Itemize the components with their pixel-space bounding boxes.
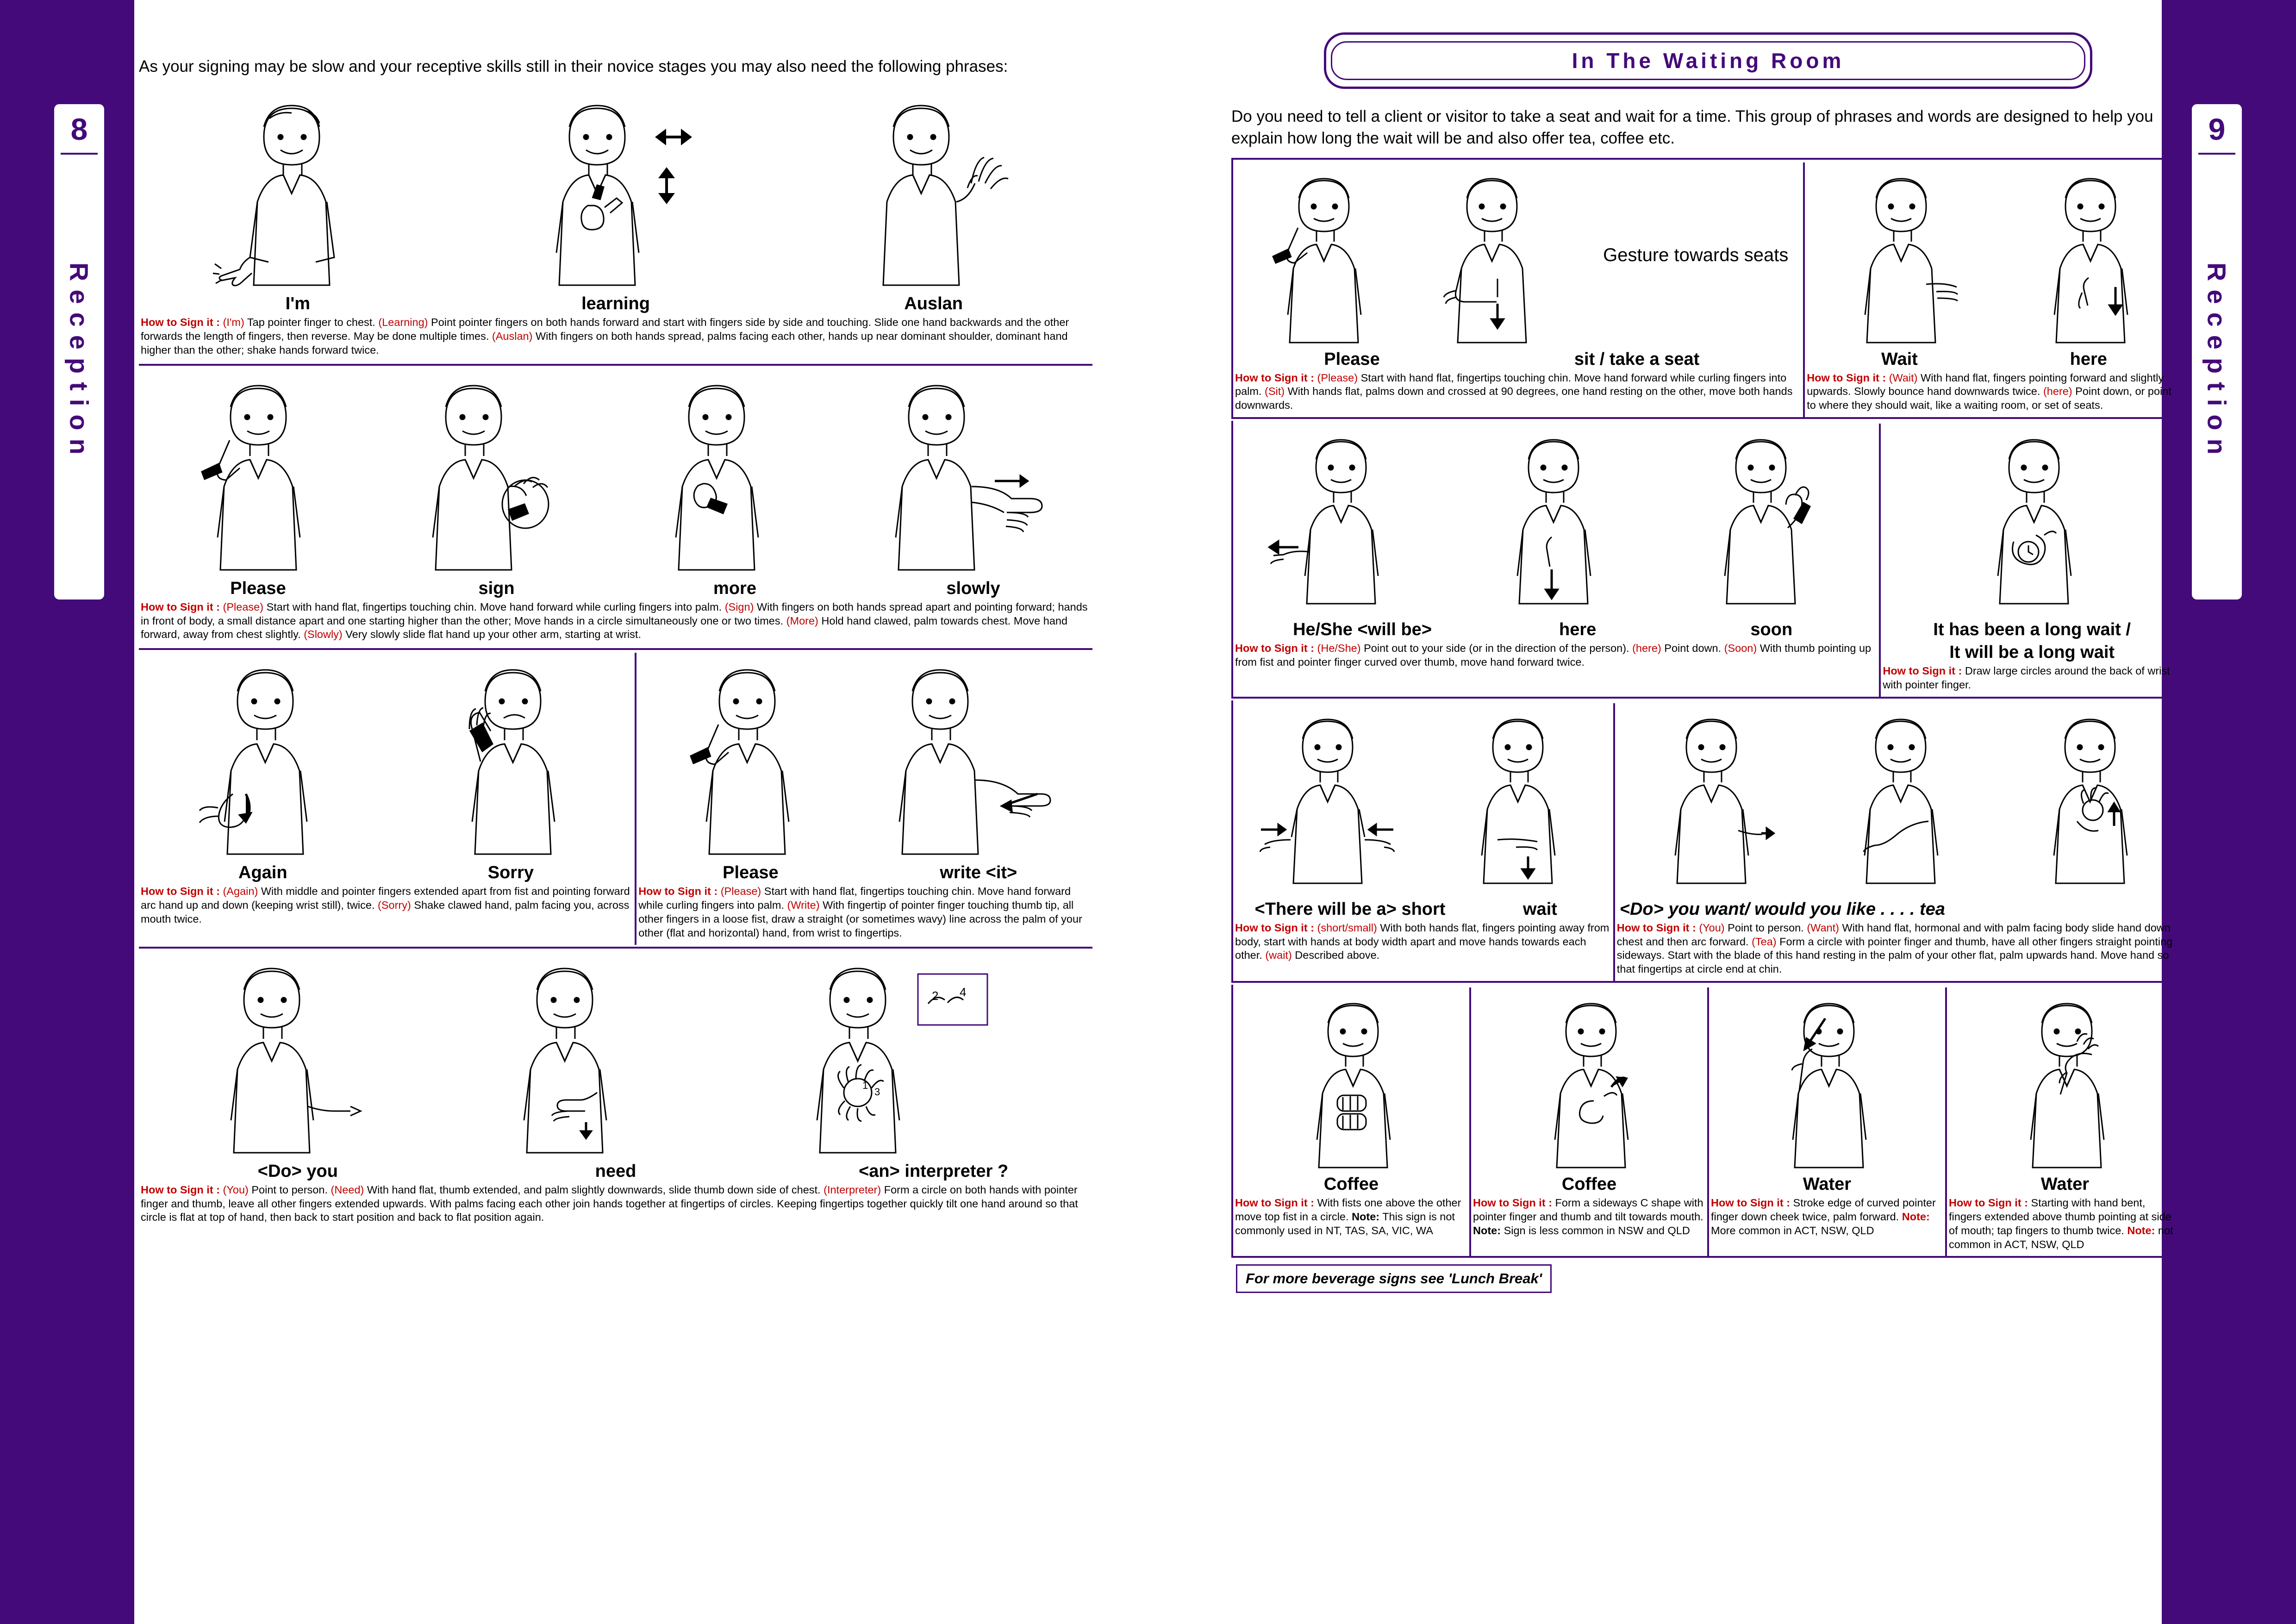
howto-text: Form a circle on both hands with pointer finger and thumb, leave all other fingers extended upwards. With palms facing each other join hands together at fingertips of circles. Keeping fingertips together quickly tilt one hand around so that circle is flat at top of hand, then back to start position and back to flat position again. [141, 1183, 1078, 1224]
howto-text: With thumb pointing up from fist and pointer finger curved over thumb, move hand forward twice. [1235, 642, 1872, 668]
figure-sorry [434, 655, 587, 861]
howto-text: With hands flat, palms down and crossed at 90 degrees, one hand resting on the other, move both hands downwards. [1235, 385, 1793, 412]
subblock-coffee-2 [1469, 987, 1707, 1256]
howto-please-sign-more-slowly [139, 600, 1092, 647]
howto-note-tag: Note: [1352, 1210, 1380, 1223]
label-wait: Wait [1881, 349, 1918, 369]
figure-heshe [1265, 426, 1413, 618]
label-sorry: Sorry [487, 863, 534, 883]
figure-learning [518, 91, 704, 292]
howto-text: Tap pointer finger to chest. [244, 316, 375, 329]
figure-water-2 [1996, 990, 2134, 1173]
howto-text: With fingers on both hands spread apart and pointing forward; hands in front of body, a small distance apart and one starting higher than the other; Move hands in a circle simultaneously one or two times. [141, 600, 1088, 627]
label-here: here [2070, 349, 2107, 369]
howto-word: (Learning) [378, 316, 428, 329]
figure-please-r [1248, 165, 1387, 348]
left-page-number: 8 [61, 112, 98, 155]
label-please-r: Please [1324, 349, 1380, 369]
howto-note-text: More common in ACT, NSW, QLD [1711, 1224, 1874, 1237]
howto-text: Starting with hand bent, fingers extended above thumb pointing at side of mouth; tap fingers to thumb twice. [1949, 1197, 2171, 1237]
label-slowly: slowly [946, 578, 1000, 598]
label-auslan: Auslan [904, 294, 963, 314]
label-learning: learning [581, 294, 650, 314]
howto-text: Start with hand flat, fingertips touching chin. Move hand forward while curling fingers into palm. [1235, 371, 1787, 398]
howto-tag: How to Sign it : [638, 885, 718, 898]
howto-coffee-1 [1233, 1195, 1469, 1243]
howto-text: Point down. [1661, 642, 1722, 655]
figure-here [2019, 165, 2158, 348]
waiting-room-banner [1324, 32, 2092, 89]
howto-word: (You) [223, 1183, 249, 1196]
subblock-water-1 [1707, 987, 1945, 1256]
howto-text: With fingers on both hands spread, palms facing each other, hands up near dominant shoulder, dominant hand higher than the other; shake hands forward twice. [141, 330, 1068, 356]
howto-do-you-want-tea [1615, 920, 2183, 981]
subblock-do-you-want-tea [1613, 703, 2183, 981]
subblock-heshe-here-soon [1233, 424, 1879, 697]
right-intro-text: Do you need to tell a client or visitor to take a seat and wait for a time. This group of phrases and words are designed to help you explain how long the wait will be and also offer tea, coffee etc. [1231, 107, 2153, 148]
howto-text: Point to person. [248, 1183, 328, 1196]
howto-tag: How to Sign it : [1235, 1197, 1314, 1209]
howto-tag: How to Sign it : [141, 885, 220, 898]
howto-text: Start with hand flat, fingertips touching chin. Move hand forward while curling fingers into palm. [263, 600, 722, 613]
figure-wait [1830, 165, 1969, 348]
svg-text:3: 3 [874, 1086, 880, 1098]
beverage-footnote: For more beverage signs see 'Lunch Break' [1236, 1264, 1552, 1293]
howto-text: With fingertip of pointer finger touching thumb tip, all other fingers in a loose fist, draw a straight (or sometimes wavy) line across the palm of your other (flat and horizontal) hand, from wrist to fingertips. [638, 899, 1082, 939]
subblock-coffee-1 [1233, 987, 1469, 1256]
howto-word: (Slowly) [304, 628, 343, 641]
figure-write-it [871, 655, 1065, 861]
howto-text: With hand flat, hormonal and with palm facing body slide hand down chest and then arc forward. [1616, 921, 2171, 948]
block-again-sorry-please-write [139, 648, 1092, 944]
howto-word: (Interpreter) [824, 1183, 881, 1196]
label-heshe-will-be: He/She <will be> [1293, 620, 1432, 640]
howto-tag: How to Sign it : [1235, 642, 1314, 655]
howto-word: (here) [2043, 385, 2072, 398]
svg-text:1: 1 [862, 1079, 868, 1091]
figure-more [638, 371, 791, 577]
howto-text: Described above. [1292, 949, 1380, 962]
howto-text: With hand flat, thumb extended, and palm slightly downwards, slide thumb down side of chest. [364, 1183, 821, 1196]
block-im-learning-auslan [139, 86, 1092, 362]
howto-coffee-2 [1471, 1195, 1707, 1243]
label-water-2: Water [2040, 1174, 2090, 1194]
howto-word: (Please) [720, 885, 761, 898]
howto-please-write-it [636, 884, 1092, 944]
figure-im [213, 91, 370, 292]
howto-note-tag: Note: [1473, 1224, 1501, 1237]
gesture-towards-seats-note: Gesture towards seats [1603, 244, 1789, 265]
howto-long-wait [1881, 663, 2183, 697]
figure-slowly [862, 371, 1057, 577]
howto-tag: How to Sign it : [1711, 1197, 1790, 1209]
figure-want [1829, 706, 1968, 898]
howto-im-learning-auslan [139, 315, 1092, 362]
figure-short [1252, 706, 1404, 898]
label-long-wait-1: It has been a long wait / [1933, 620, 2131, 640]
label-water-1: Water [1803, 1174, 1852, 1194]
label-more: more [713, 578, 756, 598]
howto-tag: How to Sign it : [1883, 665, 1962, 677]
howto-again-sorry [139, 884, 635, 931]
figure-sign [399, 371, 566, 577]
howto-text: Point pointer fingers on both hands forward and start with fingers side by side and touching. Slide one hand backwards and the other forwards the length of fingers, then reverse. May be done multiple times. [141, 316, 1069, 343]
howto-tag: How to Sign it : [1807, 371, 1886, 384]
howto-word: (You) [1699, 921, 1725, 934]
howto-text: Draw large circles around the back of wrist with pointer finger. [1883, 665, 2170, 691]
howto-word: (More) [786, 614, 818, 627]
figure-need [486, 954, 671, 1160]
howto-note-tag: Note: [1902, 1210, 1930, 1223]
block-please-sign-more-slowly [139, 364, 1092, 647]
figure-long-wait [1958, 426, 2106, 618]
howto-tag: How to Sign it : [1616, 921, 1696, 934]
howto-word: (Auslan) [492, 330, 533, 343]
howto-word: (Want) [1807, 921, 1839, 934]
right-section-label: Reception [2202, 262, 2232, 463]
subblock-water-2 [1945, 987, 2183, 1256]
figure-auslan [852, 91, 1018, 292]
howto-text: Point to person. [1724, 921, 1804, 934]
label-write-it: write <it> [940, 863, 1017, 883]
howto-do-you-need-interpreter [139, 1182, 1092, 1230]
right-page-tab [2190, 102, 2244, 602]
left-page-tab [52, 102, 106, 602]
howto-word: (Sign) [724, 600, 754, 613]
label-please: Please [230, 578, 286, 598]
label-coffee-2: Coffee [1561, 1174, 1617, 1194]
banner-title: In The Waiting Room [1331, 41, 2085, 80]
howto-tag: How to Sign it : [141, 1183, 220, 1196]
howto-word: (He/She) [1317, 642, 1361, 655]
howto-text: Shake clawed hand, palm facing you, across mouth twice. [141, 899, 630, 925]
block-do-you-need-interpreter [139, 947, 1092, 1230]
howto-wait-here [1805, 370, 2183, 418]
label-soon: soon [1750, 620, 1793, 640]
left-section-label: Reception [64, 262, 94, 463]
label-please-2: Please [723, 863, 779, 883]
howto-please-sit [1233, 370, 1803, 418]
label-do-you: <Do> you [257, 1161, 338, 1181]
label-coffee-1: Coffee [1323, 1174, 1379, 1194]
howto-word: (wait) [1265, 949, 1292, 962]
svg-text:4: 4 [960, 985, 967, 999]
figure-please [175, 371, 328, 577]
howto-word: (short/small) [1317, 921, 1377, 934]
label-here-2: here [1559, 620, 1597, 640]
label-wait-2: wait [1523, 899, 1557, 919]
howto-word: (Tea) [1752, 935, 1777, 948]
block-heshe-here-soon-longwait [1231, 421, 2185, 699]
left-intro-text: As your signing may be slow and your receptive skills still in their novice stages you may also need the following phrases: [139, 57, 1008, 75]
subblock-long-wait [1879, 424, 2183, 697]
figure-coffee-2 [1520, 990, 1659, 1173]
label-long-wait-2: It will be a long wait [1949, 643, 2115, 662]
block-beverages [1231, 985, 2185, 1258]
howto-text: Stroke edge of curved pointer finger down cheek twice, palm forward. [1711, 1197, 1936, 1223]
howto-word: (Write) [787, 899, 820, 912]
figure-sit [1416, 165, 1573, 348]
figure-coffee-1 [1282, 990, 1421, 1173]
howto-word: (Again) [223, 885, 258, 898]
right-page-content [1231, 28, 2185, 1293]
howto-heshe-here-soon [1233, 641, 1879, 674]
howto-text: Form a circle with pointer finger and thumb, have all other fingers straight pointing sideways. Start with the blade of this hand resting in the palm of your other flat, palm upwards hand. Move hand so that fingertips at circle end at chin. [1616, 935, 2173, 975]
figure-wait-2 [1442, 706, 1595, 898]
howto-text: Point out to your side (or in the direction of the person). [1360, 642, 1629, 655]
howto-word: (Sit) [1265, 385, 1285, 398]
right-page-number: 9 [2198, 112, 2235, 155]
block-please-sit-wait-here [1231, 158, 2185, 419]
howto-tag: How to Sign it : [141, 316, 220, 329]
howto-word: (Wait) [1889, 371, 1918, 384]
label-need: need [595, 1161, 636, 1181]
figure-tea [2019, 706, 2158, 898]
howto-note-tag: Note: [2127, 1224, 2155, 1237]
howto-word: (Sorry) [378, 899, 411, 912]
howto-tag: How to Sign it : [1235, 371, 1314, 384]
howto-word: (I'm) [223, 316, 244, 329]
svg-text:2: 2 [932, 988, 939, 1003]
howto-word: (Soon) [1724, 642, 1757, 655]
howto-text: With hand flat, fingers pointing forward and slightly upwards. Slowly bounce hand downwards twice. [1807, 371, 2164, 398]
subblock-again-sorry [139, 653, 635, 944]
label-an-interpreter: <an> interpreter ? [859, 1161, 1009, 1181]
howto-word: (Please) [223, 600, 264, 613]
block-shortwait-wanttea [1231, 700, 2185, 983]
left-page-content [139, 28, 1092, 1231]
figure-interpreter [779, 954, 1038, 1160]
subblock-short-wait [1233, 703, 1613, 981]
label-do-you-want-tea: <Do> you want/ would you like . . . . tea [1619, 899, 1945, 919]
subblock-please-write-it [635, 653, 1092, 944]
howto-text: With fists one above the other move top fist in a circle. [1235, 1197, 1461, 1223]
figure-please-2 [664, 655, 817, 861]
howto-water-1 [1709, 1195, 1945, 1243]
subblock-wait-here [1803, 162, 2183, 418]
howto-tag: How to Sign it : [141, 600, 220, 613]
figure-you [1640, 706, 1779, 898]
howto-text: Very slowly slide flat hand up your other arm, starting at wrist. [342, 628, 641, 641]
howto-text: Hold hand clawed, palm towards chest. Move hand forward, away from chest slightly. [141, 614, 1068, 641]
howto-word: (here) [1632, 642, 1661, 655]
howto-text: With both hands flat, fingers pointing away from body, start with hands at body width apart and move hands towards each other. [1235, 921, 1610, 962]
figure-again [187, 655, 339, 861]
label-im: I'm [285, 294, 311, 314]
howto-word: (Please) [1317, 371, 1358, 384]
howto-note-text: not common in ACT, NSW, QLD [1949, 1224, 2173, 1250]
figure-water-1 [1758, 990, 1897, 1173]
howto-tag: How to Sign it : [1949, 1197, 2028, 1209]
howto-word: (Need) [331, 1183, 364, 1196]
figure-here-2 [1478, 426, 1626, 618]
figure-soon [1690, 426, 1847, 618]
label-sign: sign [478, 578, 515, 598]
howto-text: Start with hand flat, fingertips touching chin. Move hand forward while curling fingers into palm. [638, 885, 1071, 912]
subblock-please-sit [1233, 162, 1803, 418]
howto-text: Form a sideways C shape with pointer finger and thumb and tilt towards mouth. [1473, 1197, 1703, 1223]
howto-note-text: This sign is not commonly used in NT, TAS, SA, VIC, WA [1235, 1210, 1455, 1237]
howto-tag: How to Sign it : [1473, 1197, 1552, 1209]
label-sit-take-a-seat: sit / take a seat [1574, 349, 1700, 369]
howto-note-text: Sign is less common in NSW and QLD [1501, 1224, 1690, 1237]
howto-water-2 [1947, 1195, 2183, 1256]
label-there-will-be-a-short: <There will be a> short [1254, 899, 1446, 919]
label-again: Again [238, 863, 287, 883]
howto-tag: How to Sign it : [1235, 921, 1314, 934]
howto-short-wait [1233, 920, 1613, 968]
howto-text: Point down, or point to where they should wait, like a waiting room, or set of seats. [1807, 385, 2171, 412]
figure-do-you [193, 954, 378, 1160]
howto-text: With middle and pointer fingers extended apart from fist and pointing forward arc hand up and down (keeping wrist still), twice. [141, 885, 630, 912]
